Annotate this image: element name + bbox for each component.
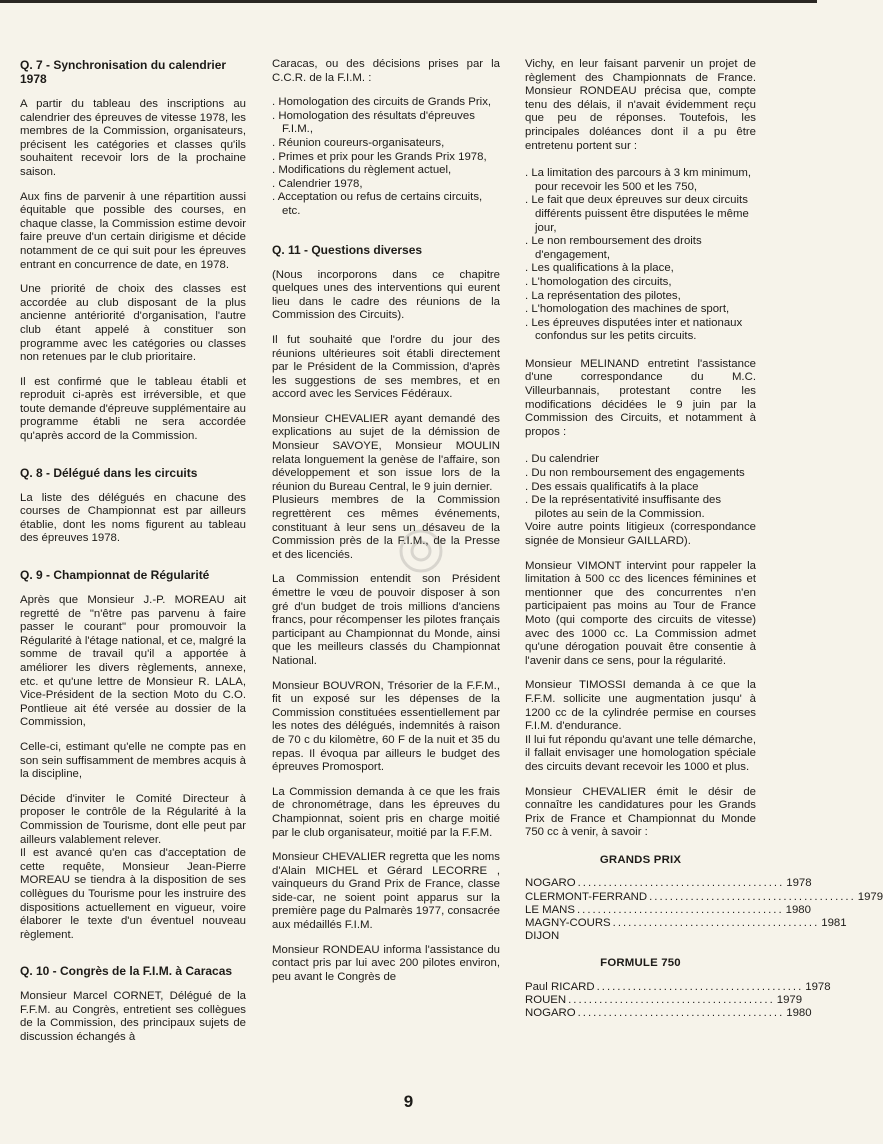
- heading-q11: Q. 11 - Questions diverses: [272, 242, 423, 257]
- list-item: . Primes et prix pour les Grands Prix 1978,: [272, 151, 500, 165]
- list-item: . Le fait que deux épreuves sur deux circuits différents puissent être disputées le même jour,: [525, 194, 756, 235]
- heading-q7: Q. 7 - Synchronisation du calendrier 1978: [20, 58, 227, 86]
- paragraph: Il lui fut répondu qu'avant une telle démarche, il fallait envisager une homologation spéciale des circuits devant recevoir les 1000 et plus.: [525, 733, 756, 773]
- paragraph: Monsieur Marcel CORNET, Délégué de la F.F.M. au Congrès, entretient ses collègues de la Commission, des principaux sujets de discussion échangés à: [20, 990, 246, 1044]
- heading-q8: Q. 8 - Délégué dans les circuits: [20, 465, 198, 480]
- list-item: . Homologation des circuits de Grands Prix,: [272, 96, 500, 110]
- list-item: . Des essais qualificatifs à la place: [525, 481, 756, 495]
- list-item: . Du calendrier: [525, 453, 756, 467]
- result-row: ROUEN ........................................ 1979: [525, 994, 803, 1007]
- result-row: CLERMONT-FERRAND ........................................ 1979: [525, 890, 883, 903]
- grands-prix-list: [525, 877, 883, 943]
- list-item: . Modifications du règlement actuel,: [272, 164, 500, 178]
- paragraph: Une priorité de choix des classes est accordée au club disposant de la plus ancienne antériorité d'organisation, l'autre club étant appelé à constituer son programme avec les catégories ou classes non retenues par le club prioritaire.: [20, 283, 246, 364]
- list-item: . Acceptation ou refus de certains circuits, etc.: [272, 191, 500, 218]
- fim-topics-list: [272, 96, 500, 218]
- result-row: NOGARO ........................................ 1980: [525, 1007, 812, 1020]
- paragraph: Vichy, en leur faisant parvenir un projet de règlement des Championnats de France. Monsieur RONDEAU précisa que, compte tenu des délais, il n'avait évidemment reçu que peu de réponses. Toutefois, les principales doléances dont il a pu être entretenu portent sur :: [525, 58, 756, 152]
- paragraph: Monsieur VIMONT intervint pour rappeler la limitation à 500 cc des licences féminines et mentionner que des concurrentes n'en participaient pas moins au Tour de France Moto (qui comporte des circuits de vitesse) avec des 1000 cc. La Commission admet qu'une dérogation pouvait être consentie à l'avenir dans ce sens, pour la régularité.: [525, 559, 756, 667]
- list-item: . Homologation des résultats d'épreuves F.I.M.,: [272, 110, 500, 137]
- paragraph: Monsieur CHEVALIER ayant demandé des explications au sujet de la démission de Monsieur SAVOYE, Monsieur MOULIN relata longuement la genèse de l'affaire, son développement et son issue lors de la réunion du Bureau Central, le 9 juin dernier.: [272, 412, 500, 493]
- paragraph: Monsieur TIMOSSI demanda à ce que la F.F.M. sollicite une augmentation jusqu' à 1200 cc de la cylindrée permise en courses F.I.M. d'endurance.: [525, 679, 756, 733]
- paragraph: Monsieur CHEVALIER émit le désir de connaître les candidatures pour les Grands Prix de France et Championnat du Monde 750 cc à venir, à savoir :: [525, 785, 756, 839]
- paragraph: Voire autre points litigieux (correspondance signée de Monsieur GAILLARD).: [525, 521, 756, 547]
- formule-750-list: [525, 981, 831, 1021]
- list-item: . L'homologation des machines de sport,: [525, 303, 756, 317]
- grievances-list: [525, 167, 756, 344]
- watermark-stamp: [395, 527, 447, 575]
- protest-list: [525, 453, 756, 521]
- column-3: [525, 58, 883, 1033]
- paragraph: Il fut souhaité que l'ordre du jour des réunions ultérieures soit établi directement par le Président de la Commission, d'après les suggestions de ses membres, et en accord avec les Services Fédéraux.: [272, 333, 500, 401]
- list-item: . Calendrier 1978,: [272, 178, 500, 192]
- list-item: . Réunion coureurs-organisateurs,: [272, 137, 500, 151]
- heading-q10: Q. 10 - Congrès de la F.I.M. à Caracas: [20, 964, 233, 979]
- list-item: . Les qualifications à la place,: [525, 262, 756, 276]
- paragraph: Après que Monsieur J.-P. MOREAU ait regretté de "n'être pas parvenu à faire passer le courant" pour promouvoir la Régularité à l'étage national, et ce, malgré la somme de travail qu'il a apportée à améliorer les divers règlements, annexe, etc. et qu'une lettre de Monsieur R. LALA, Vice-Président de la section Moto du C.O. Pontlieue ait été versée au dossier de la Commission,: [20, 594, 246, 729]
- paragraph: La liste des délégués en chacune des courses de Championnat est par ailleurs établie, dont les noms figurent au tableau des épreuves 1978.: [20, 491, 246, 545]
- column-1: [20, 58, 246, 1056]
- paragraph: Il est avancé qu'en cas d'acceptation de cette requête, Monsieur Jean-Pierre MOREAU se tiendra à la disposition de ses collègues du Tourisme pour les instruire des dispositions actuellement en vigueur, voire élaborer le texte d'un éventuel nouveau règlement.: [20, 847, 246, 941]
- page-number: 9: [403, 1092, 414, 1111]
- list-item: . Du non remboursement des engagements: [525, 467, 756, 481]
- paragraph: Aux fins de parvenir à une répartition aussi équitable que possible des courses, en chaque classe, la Commission estime devoir faire preuve d'un certain dirigisme et décide notamment de ce qui suit pour les épreuves entrant en concurrence de date, en 1978.: [20, 190, 246, 271]
- result-row: NOGARO ........................................ 1978: [525, 877, 812, 890]
- list-item: . L'homologation des circuits,: [525, 276, 756, 290]
- paragraph: La Commission entendit son Président émettre le vœu de pouvoir disposer à son gré d'un budget de trois millions d'anciens francs, pour récompenser les pilotes français participant au Championnat du Monde, ainsi que les meilleurs classés du Championnat National.: [272, 573, 500, 667]
- result-row: Paul RICARD ........................................ 1978: [525, 981, 831, 993]
- paragraph: Décide d'inviter le Comité Directeur à proposer le contrôle de la Régularité à la Commission de Tourisme, dont elle peut par ailleurs valablement relever.: [20, 792, 246, 846]
- paragraph: (Nous incorporons dans ce chapitre quelques unes des interventions qui eurent lieu dans le cadre des réunions de la Commission des Circuits).: [272, 268, 500, 322]
- heading-q9: Q. 9 - Championnat de Régularité: [20, 568, 210, 583]
- paragraph: Caracas, ou des décisions prises par la C.C.R. de la F.I.M. :: [272, 58, 500, 84]
- list-item: . Le non remboursement des droits d'engagement,: [525, 235, 756, 262]
- column-2: [272, 58, 500, 995]
- list-item: . La représentation des pilotes,: [525, 290, 756, 304]
- result-row: LE MANS ........................................ 1980: [525, 903, 811, 916]
- result-row: DIJON: [525, 930, 560, 943]
- result-row: MAGNY-COURS ........................................ 1981: [525, 917, 847, 930]
- list-item: . Les épreuves disputées inter et nationaux confondus sur les petits circuits.: [525, 317, 756, 344]
- formule-750-heading: FORMULE 750: [600, 957, 681, 970]
- grands-prix-heading: GRANDS PRIX: [599, 853, 682, 866]
- paragraph: Monsieur RONDEAU informa l'assistance du contact pris par lui avec 200 pilotes environ, peu avant le Congrès de: [272, 943, 500, 983]
- list-item: . De la représentativité insuffisante des pilotes au sein de la Commission.: [525, 494, 756, 521]
- top-rule: [0, 0, 817, 3]
- paragraph: Il est confirmé que le tableau établi et reproduit ci-après est irréversible, et que toute demande d'épreuve supplémentaire au programme établi ne sera accordée qu'après accord de la Commission.: [20, 375, 246, 443]
- paragraph: Monsieur BOUVRON, Trésorier de la F.F.M., fit un exposé sur les dépenses de la Commission constituées essentiellement par les notes des délégués, indemnités à raison de 70 c du kilomètre, 60 F de la nuit et 35 du repas. Il évoqua par ailleurs le budget des épreuves Promosport.: [272, 679, 500, 774]
- paragraph: Plusieurs membres de la Commission regrettèrent ces mêmes événements, constituant à leur sens un désaveu de la Commission près de la F.I.M., de la Presse et des licenciés.: [272, 494, 500, 561]
- paragraph: Celle-ci, estimant qu'elle ne compte pas en son sein suffisamment de membres acquis à la discipline,: [20, 740, 246, 781]
- paragraph: Monsieur CHEVALIER regretta que les noms d'Alain MICHEL et Gérard LECORRE , vainqueurs du Grand Prix de France, classe side-car, ne soient point apparus sur la première page du Palmarès 1977, consacrée aux médaillés F.I.M.: [272, 851, 500, 932]
- paragraph: Monsieur MELINAND entretint l'assistance d'une correspondance du M.C. Villeurbannais, protestant contre les modifications décidées le 9 juin par la Commission des Circuits, et notamment à propos :: [525, 357, 756, 438]
- list-item: . La limitation des parcours à 3 km minimum, pour recevoir les 500 et les 750,: [525, 167, 756, 194]
- paragraph: A partir du tableau des inscriptions au calendrier des épreuves de vitesse 1978, les membres de la Commission, organisateurs, précisent les catégories et classes qu'ils souhaitent recevoir lors de la prochaine saison.: [20, 98, 246, 178]
- paragraph: La Commission demanda à ce que les frais de chronométrage, dans les épreuves du Championnat, soient pris en charge moitié par le club organisateur, moitié par la F.F.M.: [272, 785, 500, 839]
